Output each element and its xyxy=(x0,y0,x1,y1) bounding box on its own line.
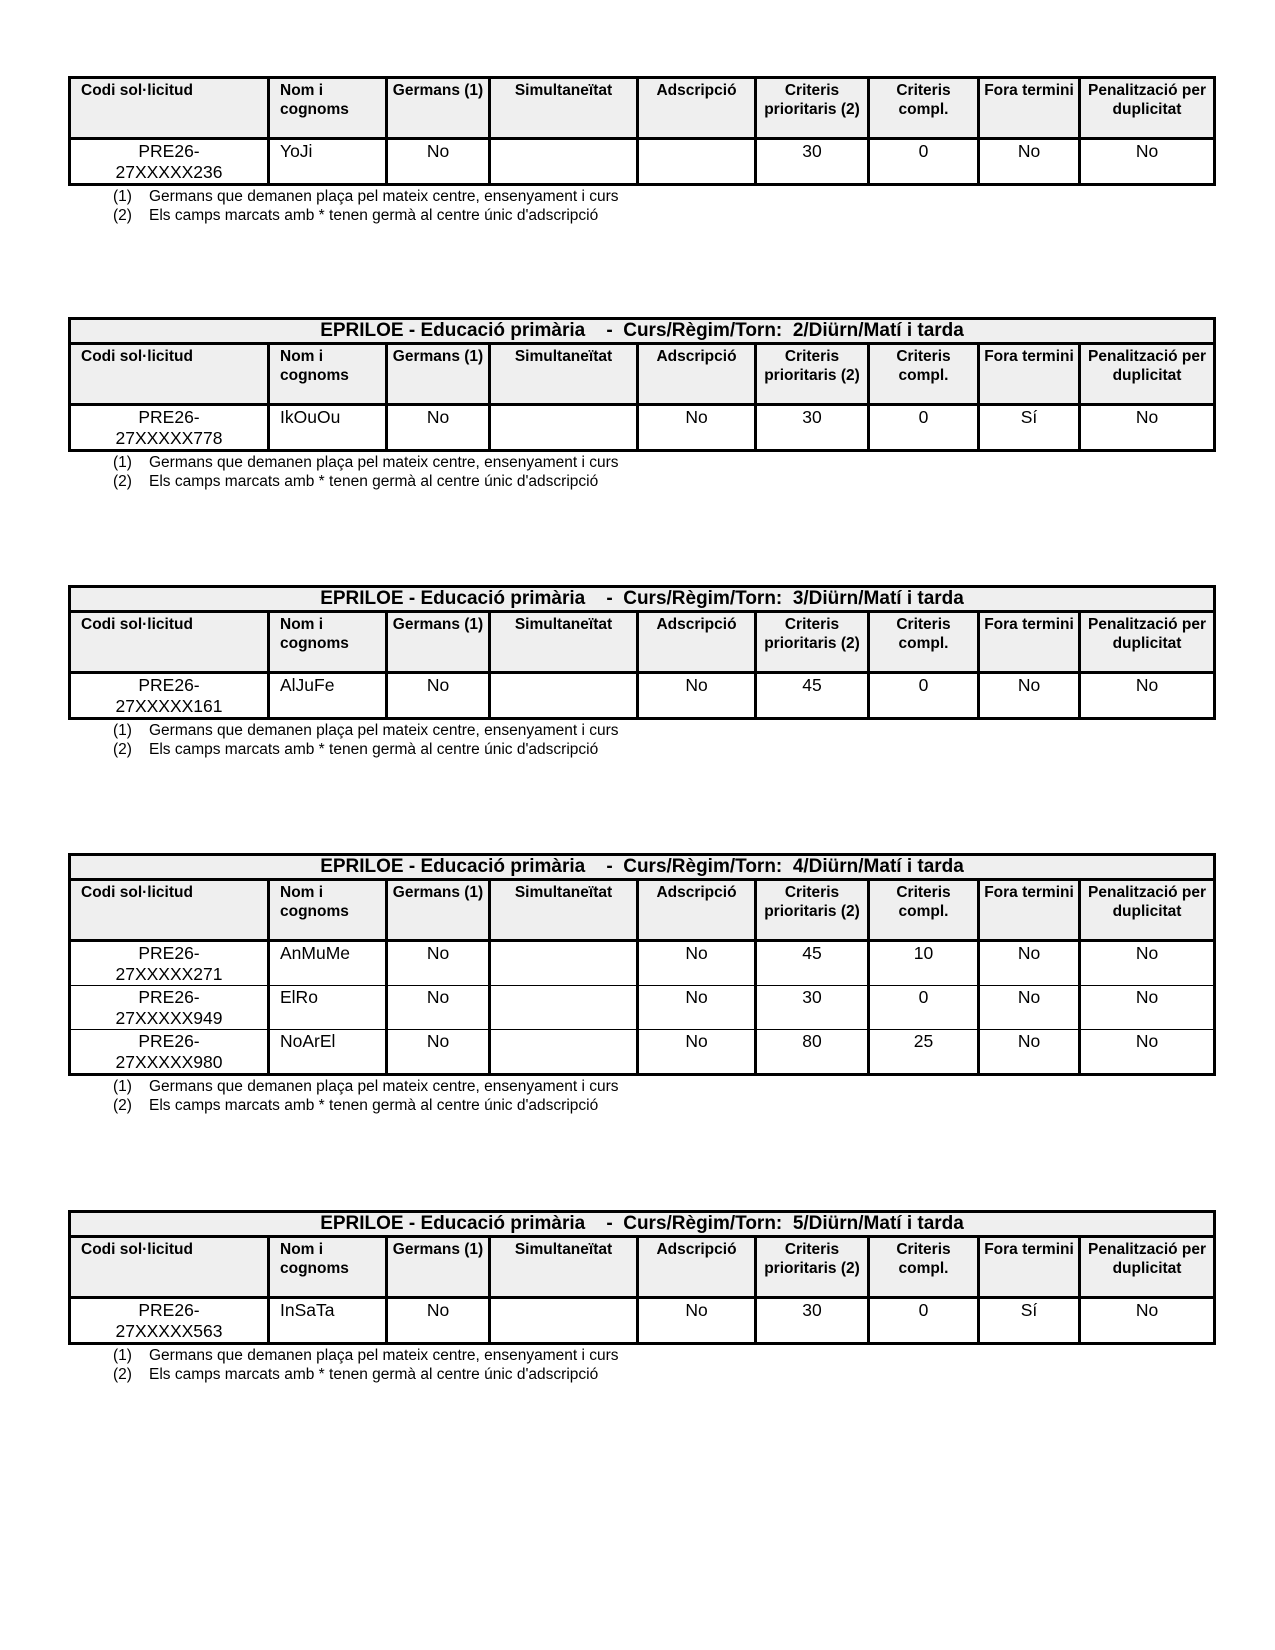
applications-table xyxy=(68,317,1216,452)
cell-priority-criteria: 30 xyxy=(756,986,869,1030)
footnote xyxy=(68,721,1213,740)
cell-name: AnMuMe xyxy=(269,941,387,986)
cell-late: Sí xyxy=(979,1298,1080,1344)
cell-priority-criteria: 45 xyxy=(756,673,869,719)
footnote-number: (2) xyxy=(113,1097,132,1114)
footnote xyxy=(68,1346,1213,1365)
footnote-text: Germans que demanen plaça pel mateix centre, ensenyament i curs xyxy=(149,454,619,471)
footnote-number: (1) xyxy=(113,1347,132,1364)
cell-code: PRE26-27XXXXX271 xyxy=(70,941,269,986)
column-header-adscription: Adscripció xyxy=(638,612,756,673)
footnote-number: (2) xyxy=(113,741,132,758)
column-header-priority-criteria: Criteris prioritaris (2) xyxy=(756,612,869,673)
column-header-late: Fora termini xyxy=(979,78,1080,139)
cell-code: PRE26-27XXXXX980 xyxy=(70,1030,269,1075)
footnotes xyxy=(68,187,1213,225)
section-title-row xyxy=(70,855,1215,880)
applications-table xyxy=(68,585,1216,720)
column-header-duplicate-penalty: Penalització per duplicitat xyxy=(1080,1237,1215,1298)
column-header-late: Fora termini xyxy=(979,612,1080,673)
cell-late: No xyxy=(979,673,1080,719)
column-header-siblings: Germans (1) xyxy=(387,78,490,139)
cell-siblings: No xyxy=(387,941,490,986)
cell-simultaneity xyxy=(490,1298,638,1344)
column-header-code: Codi sol·licitud xyxy=(70,1237,269,1298)
cell-name: ElRo xyxy=(269,986,387,1030)
column-header-name: Nom i cognoms xyxy=(269,78,387,139)
column-header-siblings: Germans (1) xyxy=(387,344,490,405)
cell-complementary-criteria: 0 xyxy=(869,1298,979,1344)
column-header-name: Nom i cognoms xyxy=(269,612,387,673)
header-row xyxy=(70,1237,1215,1298)
column-header-priority-criteria: Criteris prioritaris (2) xyxy=(756,344,869,405)
footnote-text: Els camps marcats amb * tenen germà al centre únic d'adscripció xyxy=(149,207,599,224)
column-header-priority-criteria: Criteris prioritaris (2) xyxy=(756,78,869,139)
applications-table xyxy=(68,853,1216,1076)
footnote-text: Els camps marcats amb * tenen germà al centre únic d'adscripció xyxy=(149,1366,599,1383)
cell-duplicate-penalty: No xyxy=(1080,673,1215,719)
cell-complementary-criteria: 25 xyxy=(869,1030,979,1075)
column-header-priority-criteria: Criteris prioritaris (2) xyxy=(756,1237,869,1298)
allocation-section xyxy=(68,76,1213,225)
footnote-number: (1) xyxy=(113,1078,132,1095)
column-header-code: Codi sol·licitud xyxy=(70,880,269,941)
column-header-late: Fora termini xyxy=(979,1237,1080,1298)
cell-complementary-criteria: 0 xyxy=(869,673,979,719)
cell-duplicate-penalty: No xyxy=(1080,1030,1215,1075)
cell-duplicate-penalty: No xyxy=(1080,139,1215,185)
footnote-number: (2) xyxy=(113,473,132,490)
section-title xyxy=(70,319,1215,344)
cell-code: PRE26-27XXXXX236 xyxy=(70,139,269,185)
footnote-text: Germans que demanen plaça pel mateix centre, ensenyament i curs xyxy=(149,1347,619,1364)
header-row xyxy=(70,344,1215,405)
allocation-section xyxy=(68,1210,1213,1384)
cell-simultaneity xyxy=(490,139,638,185)
table-row xyxy=(70,405,1215,451)
footnote xyxy=(68,453,1213,472)
footnote xyxy=(68,187,1213,206)
cell-adscription: No xyxy=(638,986,756,1030)
table-row xyxy=(70,941,1215,986)
section-title-text: EPRILOE - Educació primària - Curs/Règim/Torn: 2/Diürn/Matí i tarda xyxy=(320,320,964,341)
cell-complementary-criteria: 0 xyxy=(869,986,979,1030)
cell-priority-criteria: 45 xyxy=(756,941,869,986)
allocation-section xyxy=(68,585,1213,759)
column-header-code: Codi sol·licitud xyxy=(70,78,269,139)
column-header-adscription: Adscripció xyxy=(638,344,756,405)
cell-code: PRE26-27XXXXX778 xyxy=(70,405,269,451)
column-header-simultaneity: Simultaneïtat xyxy=(490,78,638,139)
cell-simultaneity xyxy=(490,673,638,719)
cell-adscription: No xyxy=(638,673,756,719)
cell-siblings: No xyxy=(387,1298,490,1344)
footnote xyxy=(68,206,1213,225)
section-title-text: EPRILOE - Educació primària - Curs/Règim/Torn: 3/Diürn/Matí i tarda xyxy=(320,588,964,609)
cell-siblings: No xyxy=(387,986,490,1030)
footnotes xyxy=(68,721,1213,759)
column-header-name: Nom i cognoms xyxy=(269,880,387,941)
column-header-siblings: Germans (1) xyxy=(387,880,490,941)
cell-priority-criteria: 30 xyxy=(756,139,869,185)
column-header-complementary-criteria: Criteris compl. xyxy=(869,880,979,941)
cell-name: AlJuFe xyxy=(269,673,387,719)
column-header-adscription: Adscripció xyxy=(638,1237,756,1298)
table-row xyxy=(70,986,1215,1030)
allocation-section xyxy=(68,317,1213,491)
applications-table xyxy=(68,76,1216,186)
cell-name: YoJi xyxy=(269,139,387,185)
cell-duplicate-penalty: No xyxy=(1080,941,1215,986)
cell-late: No xyxy=(979,941,1080,986)
table-row xyxy=(70,1298,1215,1344)
cell-complementary-criteria: 0 xyxy=(869,139,979,185)
cell-late: No xyxy=(979,1030,1080,1075)
cell-simultaneity xyxy=(490,986,638,1030)
column-header-duplicate-penalty: Penalització per duplicitat xyxy=(1080,880,1215,941)
column-header-simultaneity: Simultaneïtat xyxy=(490,344,638,405)
footnotes xyxy=(68,1346,1213,1384)
column-header-adscription: Adscripció xyxy=(638,880,756,941)
cell-siblings: No xyxy=(387,405,490,451)
footnote-text: Els camps marcats amb * tenen germà al centre únic d'adscripció xyxy=(149,741,599,758)
column-header-siblings: Germans (1) xyxy=(387,1237,490,1298)
allocation-section xyxy=(68,853,1213,1115)
column-header-complementary-criteria: Criteris compl. xyxy=(869,612,979,673)
footnote xyxy=(68,1365,1213,1384)
column-header-simultaneity: Simultaneïtat xyxy=(490,612,638,673)
footnote-text: Els camps marcats amb * tenen germà al centre únic d'adscripció xyxy=(149,473,599,490)
section-title-text: EPRILOE - Educació primària - Curs/Règim/Torn: 5/Diürn/Matí i tarda xyxy=(320,1213,964,1234)
column-header-duplicate-penalty: Penalització per duplicitat xyxy=(1080,78,1215,139)
header-row xyxy=(70,880,1215,941)
column-header-late: Fora termini xyxy=(979,344,1080,405)
footnotes xyxy=(68,453,1213,491)
column-header-code: Codi sol·licitud xyxy=(70,612,269,673)
cell-priority-criteria: 80 xyxy=(756,1030,869,1075)
footnote-number: (1) xyxy=(113,722,132,739)
cell-duplicate-penalty: No xyxy=(1080,986,1215,1030)
footnote xyxy=(68,1077,1213,1096)
cell-siblings: No xyxy=(387,1030,490,1075)
column-header-simultaneity: Simultaneïtat xyxy=(490,880,638,941)
column-header-code: Codi sol·licitud xyxy=(70,344,269,405)
column-header-siblings: Germans (1) xyxy=(387,612,490,673)
cell-adscription: No xyxy=(638,941,756,986)
column-header-complementary-criteria: Criteris compl. xyxy=(869,344,979,405)
footnote xyxy=(68,740,1213,759)
cell-adscription: No xyxy=(638,1298,756,1344)
column-header-complementary-criteria: Criteris compl. xyxy=(869,1237,979,1298)
cell-adscription xyxy=(638,139,756,185)
section-title xyxy=(70,855,1215,880)
footnotes xyxy=(68,1077,1213,1115)
cell-code: PRE26-27XXXXX161 xyxy=(70,673,269,719)
footnote xyxy=(68,1096,1213,1115)
cell-code: PRE26-27XXXXX949 xyxy=(70,986,269,1030)
footnote-text: Els camps marcats amb * tenen germà al centre únic d'adscripció xyxy=(149,1097,599,1114)
footnote-text: Germans que demanen plaça pel mateix centre, ensenyament i curs xyxy=(149,188,619,205)
header-row xyxy=(70,78,1215,139)
column-header-duplicate-penalty: Penalització per duplicitat xyxy=(1080,344,1215,405)
cell-late: No xyxy=(979,139,1080,185)
cell-code: PRE26-27XXXXX563 xyxy=(70,1298,269,1344)
footnote-text: Germans que demanen plaça pel mateix centre, ensenyament i curs xyxy=(149,1078,619,1095)
cell-simultaneity xyxy=(490,1030,638,1075)
cell-priority-criteria: 30 xyxy=(756,405,869,451)
column-header-complementary-criteria: Criteris compl. xyxy=(869,78,979,139)
column-header-name: Nom i cognoms xyxy=(269,344,387,405)
footnote-number: (1) xyxy=(113,188,132,205)
table-row xyxy=(70,1030,1215,1075)
cell-late: Sí xyxy=(979,405,1080,451)
cell-priority-criteria: 30 xyxy=(756,1298,869,1344)
footnote xyxy=(68,472,1213,491)
cell-name: NoArEl xyxy=(269,1030,387,1075)
cell-name: InSaTa xyxy=(269,1298,387,1344)
column-header-adscription: Adscripció xyxy=(638,78,756,139)
section-title-row xyxy=(70,319,1215,344)
cell-adscription: No xyxy=(638,1030,756,1075)
section-title-row xyxy=(70,1212,1215,1237)
cell-siblings: No xyxy=(387,673,490,719)
cell-duplicate-penalty: No xyxy=(1080,1298,1215,1344)
column-header-duplicate-penalty: Penalització per duplicitat xyxy=(1080,612,1215,673)
cell-late: No xyxy=(979,986,1080,1030)
header-row xyxy=(70,612,1215,673)
column-header-name: Nom i cognoms xyxy=(269,1237,387,1298)
column-header-late: Fora termini xyxy=(979,880,1080,941)
section-title-text: EPRILOE - Educació primària - Curs/Règim/Torn: 4/Diürn/Matí i tarda xyxy=(320,856,964,877)
cell-duplicate-penalty: No xyxy=(1080,405,1215,451)
footnote-text: Germans que demanen plaça pel mateix centre, ensenyament i curs xyxy=(149,722,619,739)
column-header-priority-criteria: Criteris prioritaris (2) xyxy=(756,880,869,941)
cell-siblings: No xyxy=(387,139,490,185)
section-title xyxy=(70,1212,1215,1237)
cell-complementary-criteria: 10 xyxy=(869,941,979,986)
column-header-simultaneity: Simultaneïtat xyxy=(490,1237,638,1298)
table-row xyxy=(70,139,1215,185)
cell-adscription: No xyxy=(638,405,756,451)
footnote-number: (2) xyxy=(113,1366,132,1383)
footnote-number: (2) xyxy=(113,207,132,224)
cell-name: IkOuOu xyxy=(269,405,387,451)
footnote-number: (1) xyxy=(113,454,132,471)
cell-complementary-criteria: 0 xyxy=(869,405,979,451)
table-row xyxy=(70,673,1215,719)
cell-simultaneity xyxy=(490,405,638,451)
cell-simultaneity xyxy=(490,941,638,986)
applications-table xyxy=(68,1210,1216,1345)
section-title-row xyxy=(70,587,1215,612)
section-title xyxy=(70,587,1215,612)
